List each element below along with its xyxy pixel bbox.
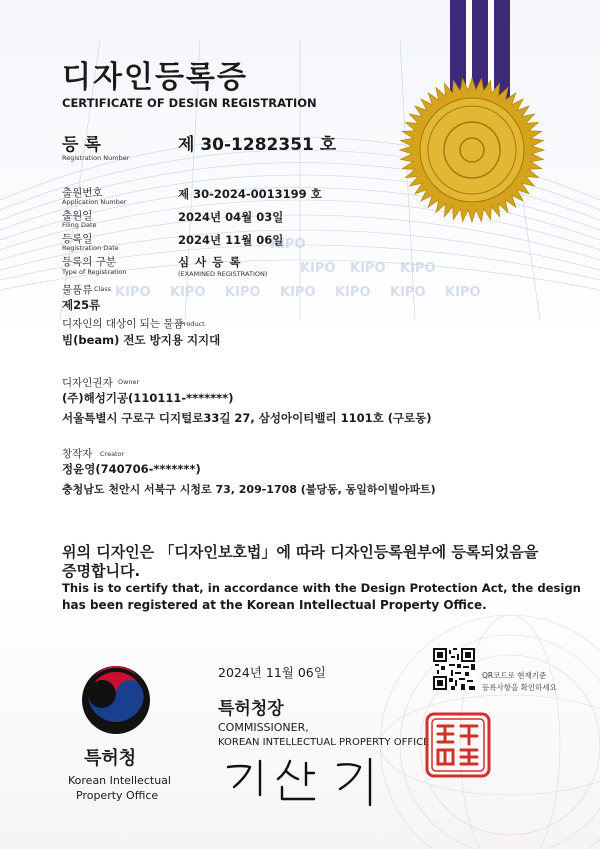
official-stamp-icon (425, 712, 491, 778)
registration-date-label: 등록일 (62, 233, 93, 245)
logo-name-en-1: Korean Intellectual (68, 774, 171, 787)
application-number: 제 30-2024-0013199 호 (178, 187, 322, 201)
owner-label-en: Owner (118, 378, 140, 386)
class-label: 물품류 (62, 284, 93, 296)
registration-date: 2024년 11월 06일 (178, 233, 284, 247)
signature-icon (220, 755, 380, 815)
registration-number: 제 30-1282351 호 (178, 135, 337, 155)
application-label: 출원번호 (62, 187, 103, 199)
statement-en-line2: has been registered at the Korean Intellectual Property Office. (62, 598, 487, 612)
product-value: 빔(beam) 전도 방지용 지지대 (62, 333, 221, 347)
filing-label: 출원일 (62, 210, 93, 222)
watermark-text: KIPO (390, 285, 426, 300)
statement-en-line1: This is to certify that, in accordance with the Design Protection Act, the design (62, 581, 581, 595)
watermark-text: KIPO (400, 261, 436, 276)
registration-type-en: (EXAMINED REGISTRATION) (178, 270, 268, 278)
qr-text-2: 등록사항을 확인하세요 (482, 683, 557, 692)
product-label: 디자인의 대상이 되는 물품 (62, 318, 184, 330)
issue-date: 2024년 11월 06일 (218, 665, 326, 680)
owner-address: 서울특별시 구로구 디지털로33길 27, 삼성아이티밸리 1101호 (구로동) (62, 411, 432, 425)
creator-address: 충청남도 천안시 서북구 시청로 73, 209-1708 (불당동, 동일하이빌아파트) (62, 483, 436, 496)
watermark-text: KIPO (270, 237, 306, 252)
creator-label-en: Creator (100, 450, 125, 458)
watermark-text: KIPO (300, 261, 336, 276)
registration-type: 심 사 등 록 (178, 255, 242, 269)
qr-text-1: QR코드로 현재기준 (482, 671, 547, 680)
owner-name: (주)해성기공(110111-*******) (62, 391, 234, 405)
statement-ko-line2: 증명합니다. (62, 562, 141, 580)
creator-label: 창작자 (62, 448, 93, 460)
type-label: 등록의 구분 (62, 256, 117, 268)
commissioner-title: 특허청장 (218, 699, 284, 719)
gold-seal (400, 78, 544, 222)
certificate-title: 디자인등록증 (62, 60, 248, 95)
watermark-text: KIPO (350, 261, 386, 276)
watermark-text: KIPO (445, 285, 481, 300)
registration-label: 등 록 (62, 135, 101, 155)
watermark-text: KIPO (225, 285, 261, 300)
qr-code-icon[interactable] (433, 648, 475, 690)
watermark-text: KIPO (335, 285, 371, 300)
class-label-en: Class (94, 285, 112, 293)
registration-label-en: Registration Number (62, 154, 130, 162)
watermark-text: KIPO (170, 285, 206, 300)
statement-ko-line1: 위의 디자인은 「디자인보호법」에 따라 디자인등록원부에 등록되었음을 (62, 543, 539, 561)
logo-name-ko: 특허청 (84, 748, 137, 769)
commissioner-en-1: COMMISSIONER, (218, 721, 309, 734)
kipo-logo-icon (80, 664, 152, 736)
class-value: 제25류 (62, 298, 101, 312)
type-label-en: Type of Registration (62, 268, 127, 276)
product-label-en: Product (180, 320, 205, 328)
creator-name: 정윤영(740706-*******) (62, 462, 201, 476)
filing-date: 2024년 04월 03일 (178, 210, 284, 224)
registration-date-label-en: Registration Date (62, 244, 119, 252)
watermark-text: KIPO (280, 285, 316, 300)
commissioner-en-2: KOREAN INTELLECTUAL PROPERTY OFFICE (218, 737, 430, 748)
filing-label-en: Filing Date (62, 221, 97, 229)
application-label-en: Application Number (62, 198, 127, 206)
owner-label: 디자인권자 (62, 377, 113, 389)
certificate-subtitle: CERTIFICATE OF DESIGN REGISTRATION (62, 96, 317, 110)
logo-name-en-2: Property Office (76, 789, 159, 802)
watermark-text: KIPO (115, 285, 151, 300)
